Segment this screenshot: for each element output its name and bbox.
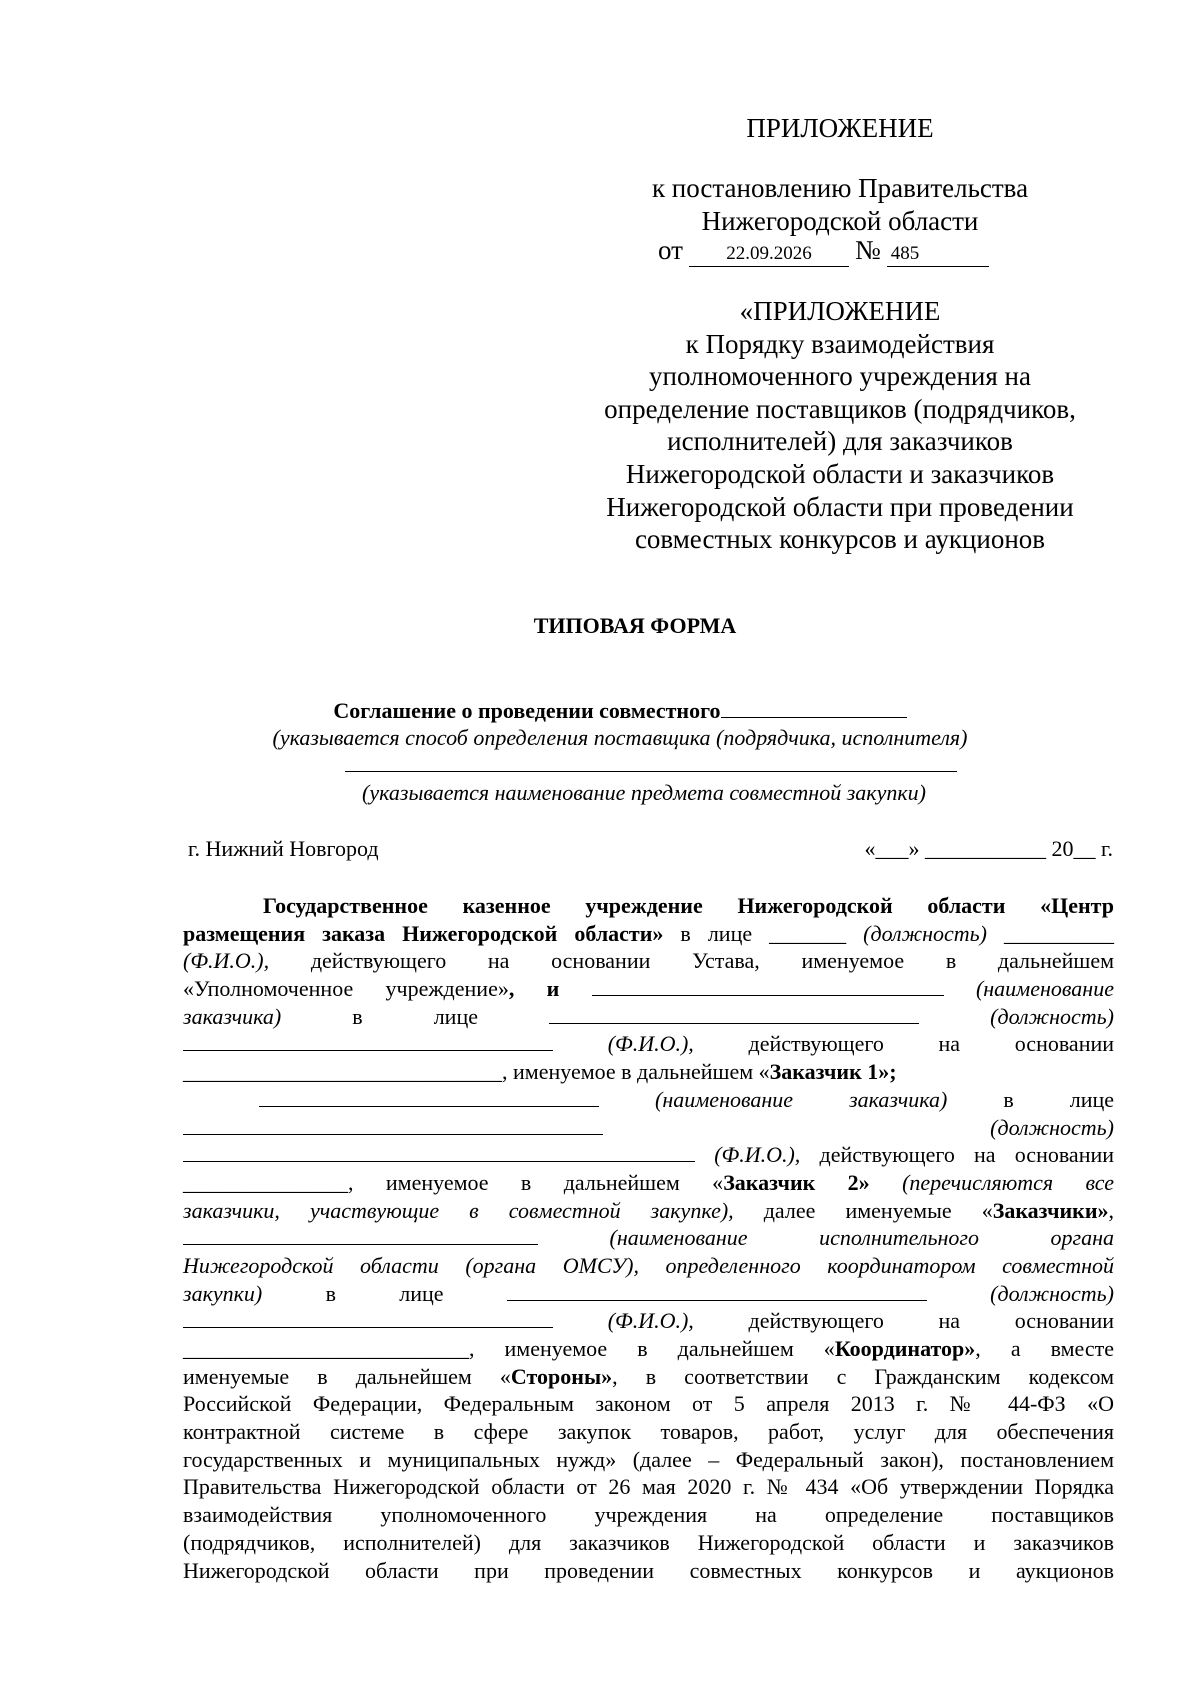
- body-text: действующего на основании: [748, 1308, 1115, 1334]
- body-line: [183, 975, 1114, 1003]
- agreement-body: [183, 892, 1114, 1584]
- body-text: заказчика): [183, 1003, 282, 1029]
- subject-hint: (указывается наименование предмета совместной закупки): [362, 780, 926, 805]
- body-text: (наименование исполнительного органа: [609, 1225, 1115, 1251]
- body-line: Нижегородской области при проведении совместных конкурсов и аукционов: [183, 1557, 1114, 1583]
- resolution-line-2: Нижегородской области: [701, 206, 979, 236]
- body-text: Заказчик 1»;: [769, 1059, 897, 1085]
- body-text: действующего на основании: [748, 1031, 1115, 1057]
- appendix-heading: [560, 112, 1120, 145]
- city: г. Нижний Новгород: [188, 836, 379, 861]
- body-line: [183, 1169, 1114, 1197]
- resolution-line-1: к постановлению Правительства: [651, 173, 1029, 203]
- body-text: , а вместе: [975, 1336, 1115, 1361]
- body-text: ,: [1108, 1197, 1115, 1223]
- body-text: , в соответствии с Гражданским кодексом: [612, 1363, 1114, 1389]
- fio-blank: [183, 1309, 553, 1328]
- body-text: (наименование заказчика): [655, 1086, 948, 1112]
- body-text: (Ф.И.О.),: [714, 1142, 801, 1168]
- body-line: контрактной системе в сфере закупок товаров, работ, услуг для обеспечения: [183, 1419, 1114, 1445]
- body-line: [183, 1030, 1114, 1058]
- body-line: [183, 1086, 1114, 1114]
- body-text: Нижегородской области (органа ОМСУ), определенного координатором совместной: [183, 1252, 1114, 1278]
- agreement-date-template: «___» ___________ 20__ г.: [864, 836, 1113, 861]
- body-line: Российской Федерации, Федеральным законом от 5 апреля 2013 г. № 44-ФЗ «О: [183, 1391, 1114, 1417]
- body-text: __________________________, именуемое в дальнейшем «: [183, 1336, 835, 1361]
- inner-appendix-line-3: уполномоченного учреждения на: [649, 361, 1031, 392]
- body-text: (должность): [863, 920, 988, 946]
- body-line: [183, 1335, 1114, 1363]
- body-text: Государственное казенное учреждение Нижегородской области «Центр: [263, 893, 1114, 918]
- body-text: в лице _______: [680, 920, 847, 946]
- customer-name-blank: [592, 977, 944, 996]
- body-text: (должность): [990, 1003, 1114, 1029]
- body-line: взаимодействия уполномоченного учреждения на определение поставщиков: [183, 1502, 1114, 1528]
- from-label: от: [658, 235, 683, 265]
- body-line: (подрядчиков, исполнителей) для заказчиков Нижегородской области и заказчиков: [183, 1529, 1114, 1555]
- body-text: (Ф.И.О.),: [183, 948, 270, 974]
- body-text: в лице: [352, 1003, 478, 1029]
- resolution-number: 485: [887, 242, 989, 267]
- body-text: __________: [1004, 920, 1115, 946]
- body-text: заказчики, участвующие в совместной закупке),: [183, 1197, 734, 1223]
- body-line: [183, 1224, 1114, 1252]
- body-text: Заказчик 2»: [723, 1169, 870, 1195]
- body-line: [183, 920, 1114, 948]
- body-text: (наименование: [975, 976, 1114, 1002]
- body-text: в лице: [325, 1280, 444, 1306]
- position-blank: [183, 1116, 603, 1135]
- body-text: «Уполномоченное учреждение»: [183, 976, 509, 1002]
- resolution-date: 22.09.2026: [689, 242, 849, 267]
- body-line: [183, 1307, 1114, 1335]
- inner-appendix-line-6: Нижегородской области и заказчиков: [625, 458, 1055, 489]
- body-line: [183, 1114, 1114, 1142]
- number-label: №: [854, 235, 881, 265]
- position-blank: [549, 1005, 919, 1024]
- body-line: [183, 892, 1114, 920]
- body-text: закупки): [183, 1280, 263, 1306]
- body-line: [183, 1252, 1114, 1280]
- inner-appendix-block: [560, 295, 1120, 556]
- body-text: далее именуемые «: [763, 1197, 993, 1223]
- body-line: Правительства Нижегородской области от 26 мая 2020 г. № 434 «Об утверждении Порядка: [183, 1474, 1114, 1500]
- body-text: (Ф.И.О.),: [607, 1308, 694, 1334]
- body-text: (перечисляются все: [902, 1169, 1114, 1195]
- body-line: [183, 1003, 1114, 1031]
- body-line: [183, 1197, 1114, 1225]
- body-text: размещения заказа Нижегородской области»: [183, 920, 664, 946]
- body-line: [183, 1058, 1114, 1086]
- customer-name-blank: [259, 1088, 599, 1107]
- body-text: действующего на основании Устава, именуемое в дальнейшем: [310, 948, 1115, 974]
- body-text: (Ф.И.О.),: [607, 1031, 694, 1057]
- body-line: [183, 1141, 1114, 1169]
- inner-appendix-line-5: исполнителей) для заказчиков: [667, 426, 1013, 457]
- body-text: действующего на основании: [819, 1142, 1115, 1168]
- body-line: [183, 1280, 1114, 1308]
- body-text: в лице: [1003, 1086, 1115, 1112]
- body-text: _______________, именуемое в дальнейшем «: [183, 1169, 724, 1195]
- body-text: именуемые в дальнейшем «: [183, 1363, 511, 1389]
- fio-blank: [183, 1032, 553, 1051]
- body-line: государственных и муниципальных нужд» (далее – Федеральный закон), постановлением: [183, 1446, 1114, 1472]
- organ-name-blank: [183, 1226, 538, 1245]
- inner-appendix-line-4: определение поставщиков (подрядчиков,: [604, 393, 1076, 424]
- fio-blank: [183, 1143, 695, 1162]
- body-text: (должность): [990, 1114, 1114, 1140]
- agreement-heading-text: Соглашение о проведении совместного: [333, 698, 721, 723]
- body-line: [183, 1363, 1114, 1391]
- inner-appendix-line-2: к Порядку взаимодействия: [685, 328, 995, 359]
- inner-appendix-line-8: совместных конкурсов и аукционов: [634, 524, 1046, 555]
- body-text: , и: [508, 976, 560, 1002]
- body-text: Стороны»: [510, 1363, 613, 1389]
- subject-blank: [345, 771, 957, 772]
- resolution-date-number: [658, 234, 989, 267]
- resolution-reference: [560, 172, 1120, 238]
- body-text: Координатор»: [834, 1336, 976, 1361]
- document-title: ТИПОВАЯ ФОРМА: [533, 613, 737, 638]
- body-text: Заказчики»: [992, 1197, 1109, 1223]
- appendix-label: ПРИЛОЖЕНИЕ: [746, 113, 934, 143]
- body-text: (должность): [990, 1280, 1115, 1306]
- method-hint: (указывается способ определения поставщика (подрядчика, исполнителя): [272, 725, 968, 750]
- inner-appendix-line-7: Нижегородской области при проведении: [606, 491, 1074, 522]
- method-blank: [721, 697, 907, 718]
- agreement-heading: [0, 697, 1200, 724]
- body-line: [183, 947, 1114, 975]
- body-text: _____________________________, именуемое в дальнейшем «: [183, 1059, 770, 1085]
- position-blank: [507, 1282, 927, 1301]
- inner-appendix-line-1: «ПРИЛОЖЕНИЕ: [739, 296, 941, 326]
